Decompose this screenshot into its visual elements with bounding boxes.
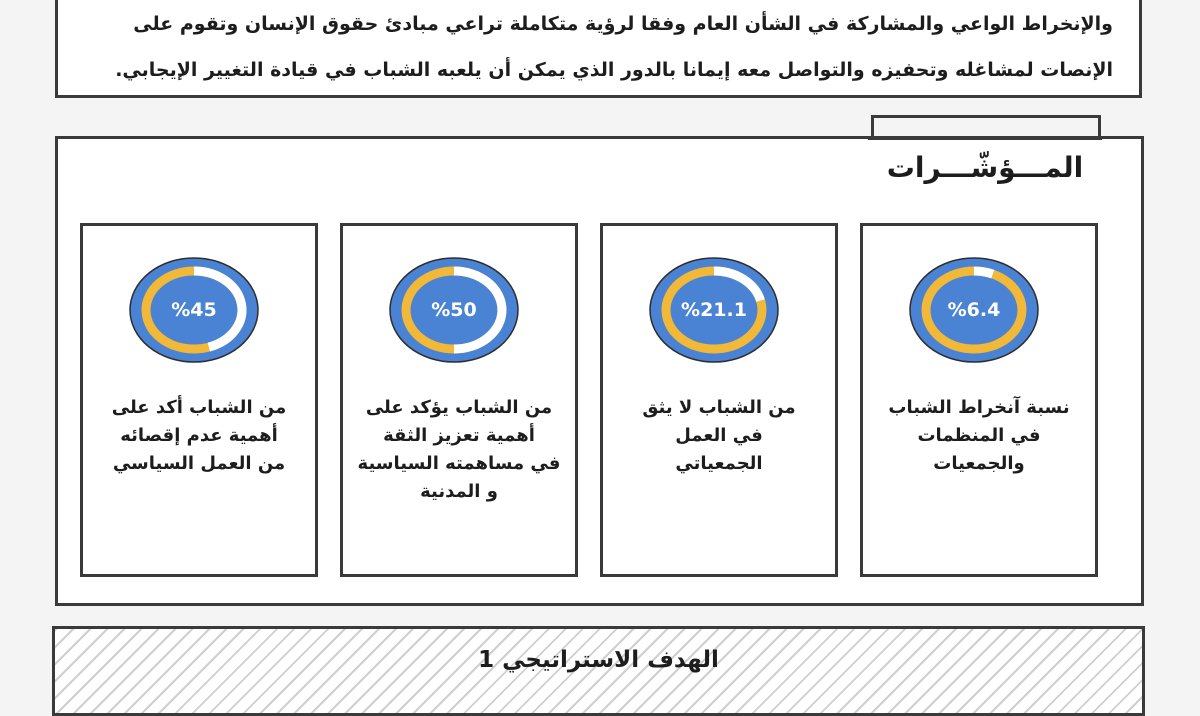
intro-paragraph [73, 1, 1113, 93]
indicator-card-1 [860, 223, 1098, 577]
indicator-gauge [907, 256, 1041, 364]
indicator-description: من الشباب أكد على أهمية عدم إقصائه من العمل السياسي [111, 397, 287, 474]
strategic-goal-title: الهدف الاستراتيجي 1 [478, 647, 719, 673]
indicator-card-4 [80, 223, 318, 577]
indicator-gauge [387, 256, 521, 364]
indicator-gauge [647, 256, 781, 364]
gauge-value-label: %50 [431, 299, 477, 321]
strategic-goal-banner [52, 626, 1145, 716]
intro-line-2: الإنصات لمشاغله وتحفيزه والتواصل معه إيمانا بالدور الذي يمكن أن يلعبه الشباب في قيادة التغيير الإيجابي. [115, 59, 1113, 81]
indicators-title-box [868, 137, 1102, 195]
indicator-description: من الشباب يؤكد على أهمية تعزيز الثقة في مساهمته السياسية و المدنية [357, 397, 561, 502]
indicator-gauge [127, 256, 261, 364]
intro-paragraph-box [55, 0, 1142, 98]
gauge-value-label: %21.1 [681, 299, 747, 321]
indicator-description: من الشباب لا يثق في العمل الجمعياتي [642, 397, 796, 474]
indicator-card-2 [600, 223, 838, 577]
intro-line-1: والإنخراط الواعي والمشاركة في الشأن العام وفقا لرؤية متكاملة تراعي مبادئ حقوق الإنسان وتقوم على [133, 13, 1113, 35]
indicator-card-3 [340, 223, 578, 577]
indicators-title: المـــؤشّـــرات [886, 151, 1084, 184]
gauge-value-label: %45 [171, 299, 217, 321]
gauge-value-label: %6.4 [947, 299, 1001, 321]
indicator-description: نسبة آنخراط الشباب في المنظمات والجمعيات [888, 397, 1070, 474]
